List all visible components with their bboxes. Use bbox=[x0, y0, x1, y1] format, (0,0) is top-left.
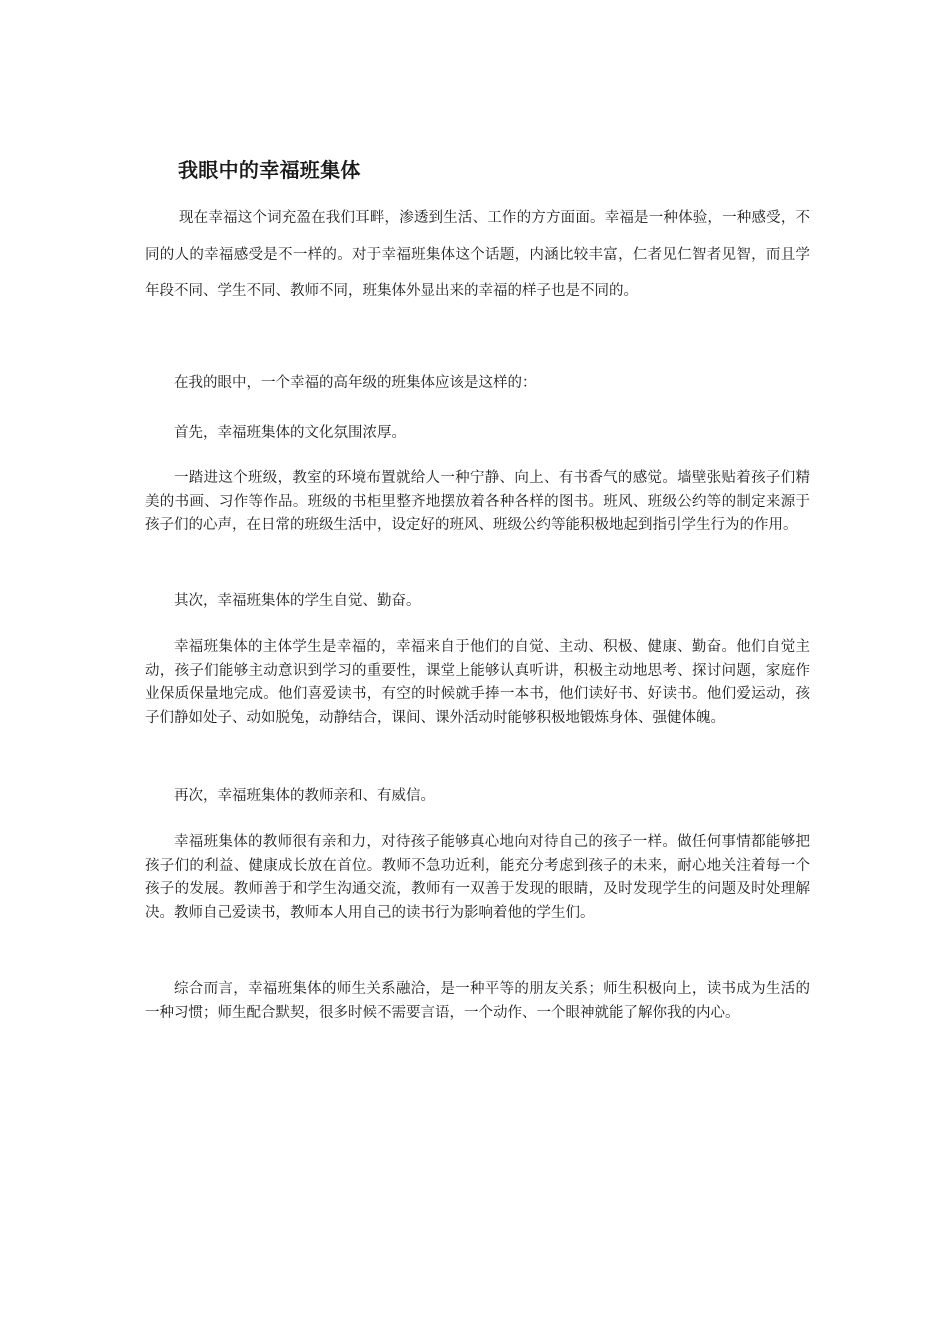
paragraph-heading-students: 其次，幸福班集体的学生自觉、勤奋。 bbox=[174, 593, 421, 609]
paragraph-lead: 在我的眼中，一个幸福的高年级的班集体应该是这样的： bbox=[174, 375, 537, 391]
paragraph-intro: 现在幸福这个词充盈在我们耳畔，渗透到生活、工作的方方面面。幸福是一种体验，一种感受，不同的人的幸福感受是不一样的。对于幸福班集体这个话题，内涵比较丰富，仁者见仁智者见智，而且学年段不同、学生不同、教师不同，班集体外显出来的幸福的样子也是不同的。 bbox=[145, 210, 810, 299]
paragraph-heading-teachers: 再次，幸福班集体的教师亲和、有威信。 bbox=[174, 788, 435, 804]
paragraph-conclusion: 综合而言，幸福班集体的师生关系融洽，是一种平等的朋友关系；师生积极向上，读书成为生活的一种习惯；师生配合默契，很多时候不需要言语，一个动作、一个眼神就能了解你我的内心。 bbox=[145, 981, 810, 1021]
paragraph-students: 幸福班集体的主体学生是幸福的，幸福来自于他们的自觉、主动、积极、健康、勤奋。他们自觉主动，孩子们能够主动意识到学习的重要性，课堂上能够认真听讲，积极主动地思考、探讨问题，家庭作业保质保量地完成。他们喜爱读书，有空的时候就手捧一本书，他们读好书、好读书。他们爱运动，孩子们静如处子、动如脱兔，动静结合，课间、课外活动时能够积极地锻炼身体、强健体魄。 bbox=[145, 639, 810, 726]
paragraph-teachers: 幸福班集体的教师很有亲和力，对待孩子能够真心地向对待自己的孩子一样。做任何事情都能够把孩子们的利益、健康成长放在首位。教师不急功近利，能充分考虑到孩子的未来，耐心地关注着每一个孩子的发展。教师善于和学生沟通交流，教师有一双善于发现的眼睛，及时发现学生的问题及时处理解决。教师自己爱读书，教师本人用自己的读书行为影响着他的学生们。 bbox=[145, 834, 810, 921]
paragraph-heading-culture: 首先，幸福班集体的文化氛围浓厚。 bbox=[174, 425, 406, 441]
paragraph-culture: 一踏进这个班级，教室的环境布置就给人一种宁静、向上、有书香气的感觉。墙壁张贴着孩子们精美的书画、习作等作品。班级的书柜里整齐地摆放着各种各样的图书。班风、班级公约等的制定来源于孩子们的心声，在日常的班级生活中，设定好的班风、班级公约等能积极地起到指引学生行为的作用。 bbox=[145, 470, 810, 533]
document-title: 我眼中的幸福班集体 bbox=[178, 158, 361, 182]
